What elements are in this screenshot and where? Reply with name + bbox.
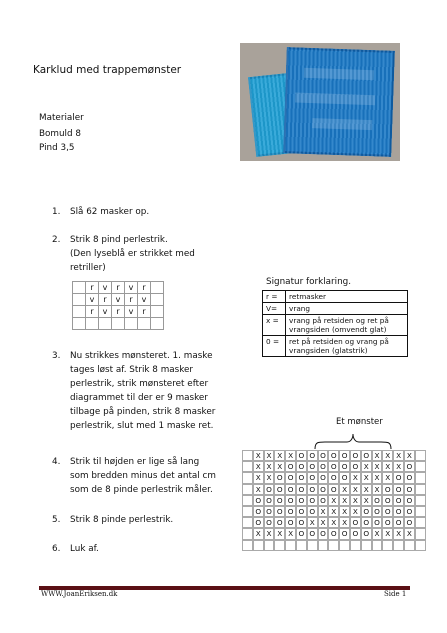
chart-grid-cell (242, 450, 253, 461)
chart-symbol: X (277, 462, 283, 472)
chart-grid-cell (307, 540, 318, 551)
chart-symbol: X (331, 518, 337, 528)
chart-symbol: O (320, 462, 326, 472)
step-line: Nu strikkes mønsteret. 1. maske (70, 351, 213, 361)
step-2: 2. Strik 8 pind perlestrik. (Den lyseblå er strikket med retriller) (52, 235, 195, 273)
chart-symbol: O (276, 507, 283, 516)
chart-grid-cell (415, 540, 426, 551)
chart-symbol: X (320, 507, 326, 516)
blue-dishcloth (283, 47, 395, 157)
chart-symbol: O (287, 507, 294, 516)
materials-needles: Pind 3,5 (39, 143, 75, 153)
chart-grid-cell (393, 540, 404, 551)
chart-grid-cell (415, 506, 426, 517)
chart-symbol: O (309, 462, 316, 472)
chart-grid-cell (264, 540, 275, 551)
chart-symbol: O (276, 518, 283, 528)
chart-symbol: O (395, 507, 402, 516)
chart-symbol: X (396, 462, 402, 472)
chart-symbol: X (342, 507, 348, 516)
chart-symbol: X (255, 529, 261, 539)
chart-symbol: O (384, 518, 391, 528)
chart-grid-cell (415, 450, 426, 461)
step-1: 1. Slå 62 masker op. (52, 207, 150, 217)
perlestrik-cell (151, 282, 164, 294)
chart-symbol: O (384, 484, 391, 494)
chart-symbol: O (352, 451, 359, 460)
chart-symbol: X (266, 462, 272, 472)
step-5: 5. Strik 8 pinde perlestrik. (52, 515, 174, 525)
step-line: som de 8 pinde perlestrik måler. (70, 485, 213, 495)
chart-symbol: X (288, 529, 294, 539)
chart-symbol: O (255, 507, 262, 516)
chart-grid-cell (285, 540, 296, 551)
chart-symbol: O (352, 462, 359, 472)
chart-symbol: O (309, 484, 316, 494)
chart-grid-cell (242, 472, 253, 483)
chart-symbol: X (396, 529, 402, 539)
chart-grid-cell (242, 528, 253, 539)
chart-symbol: O (266, 484, 272, 494)
pattern-chart (242, 450, 413, 544)
chart-symbol: O (298, 495, 305, 505)
chart-grid-cell (242, 540, 253, 551)
chart-grid-cell (372, 540, 383, 551)
chart-symbol: O (320, 473, 326, 483)
perlestrik-cell (73, 294, 86, 306)
chart-symbol: X (385, 529, 391, 539)
chart-grid-cell (242, 461, 253, 472)
chart-symbol: O (276, 473, 283, 483)
perlestrik-cell: r (86, 306, 99, 318)
chart-symbol: O (341, 529, 348, 539)
chart-symbol: X (255, 451, 261, 460)
chart-symbol: O (406, 473, 413, 483)
chart-symbol: X (363, 473, 369, 483)
legend-description: ret på retsiden og vrang på vrangsiden (glatstrik) (286, 336, 408, 357)
chart-symbol: X (363, 495, 369, 505)
perlestrik-cell: r (112, 306, 125, 318)
chart-symbol: O (298, 473, 305, 483)
perlestrik-cell: v (99, 282, 112, 294)
chart-symbol: O (287, 473, 294, 483)
chart-symbol: O (384, 495, 391, 505)
perlestrik-cell (73, 318, 86, 330)
chart-symbol: X (363, 484, 369, 494)
legend-description: vrang (286, 303, 408, 315)
chart-symbol: X (309, 518, 315, 528)
chart-symbol: O (266, 495, 272, 505)
chart-symbol: O (298, 518, 305, 528)
chart-symbol: X (385, 462, 391, 472)
chart-symbol: X (288, 451, 294, 460)
chart-symbol: X (331, 507, 337, 516)
chart-symbol: O (363, 529, 370, 539)
chart-symbol: O (384, 507, 391, 516)
chart-symbol: O (298, 462, 305, 472)
chart-symbol: O (395, 495, 402, 505)
chart-symbol: O (330, 529, 337, 539)
chart-symbol: X (363, 462, 369, 472)
chart-symbol: O (309, 529, 316, 539)
chart-symbol: X (266, 473, 272, 483)
perlestrik-cell: r (86, 282, 99, 294)
chart-grid-cell (242, 484, 253, 495)
chart-grid-cell (328, 540, 339, 551)
perlestrik-cell: r (138, 306, 151, 318)
perlestrik-cell: r (112, 282, 125, 294)
chart-symbol: O (395, 484, 402, 494)
legend-description: retmasker (286, 291, 408, 303)
perlestrik-cell (73, 306, 86, 318)
perlestrik-row (73, 282, 164, 294)
chart-symbol: O (266, 518, 272, 528)
chart-symbol: X (406, 451, 412, 460)
chart-symbol: X (255, 462, 261, 472)
chart-symbol: O (374, 518, 380, 528)
chart-symbol: O (406, 462, 413, 472)
chart-grid-cell (253, 540, 264, 551)
chart-symbol: O (363, 507, 370, 516)
legend-row (263, 291, 408, 303)
chart-symbol: O (352, 518, 359, 528)
chart-symbol: X (320, 518, 326, 528)
pattern-repeat-bracket (313, 433, 393, 450)
step-line: som bredden minus det antal cm (70, 471, 216, 481)
chart-symbol: O (330, 462, 337, 472)
chart-symbol: O (406, 518, 413, 528)
perlestrik-cell (73, 282, 86, 294)
chart-symbol: X (352, 495, 358, 505)
chart-symbol: O (276, 484, 283, 494)
perlestrik-cell: v (112, 294, 125, 306)
chart-grid-cell (415, 517, 426, 528)
perlestrik-cell (112, 318, 125, 330)
chart-symbol: X (352, 473, 358, 483)
perlestrik-cell (151, 318, 164, 330)
chart-symbol: X (396, 451, 402, 460)
chart-grid-cell (415, 495, 426, 506)
chart-grid-cell (242, 506, 253, 517)
perlestrik-cell (138, 318, 151, 330)
chart-symbol: O (330, 451, 337, 460)
chart-symbol: O (395, 473, 402, 483)
chart-symbol: O (406, 484, 413, 494)
chart-grid-cell (382, 540, 393, 551)
chart-symbol: O (255, 518, 262, 528)
chart-symbol: X (374, 462, 380, 472)
materials-heading: Materialer (39, 113, 84, 123)
chart-symbol: O (266, 507, 272, 516)
perlestrik-cell: v (138, 294, 151, 306)
chart-symbol: O (352, 529, 359, 539)
footer-page-number: Side 1 (384, 590, 407, 598)
chart-symbol: O (287, 484, 294, 494)
perlestrik-cell: r (125, 294, 138, 306)
chart-symbol: X (352, 484, 358, 494)
chart-symbol: X (266, 451, 272, 460)
perlestrik-cell: v (125, 306, 138, 318)
legend-description: vrang på retsiden og ret på vrangsiden (omvendt glat) (286, 315, 408, 336)
step-line: tages løst af. Strik 8 masker (70, 365, 194, 375)
perlestrik-cell (99, 318, 112, 330)
legend-table (262, 290, 408, 357)
chart-symbol: X (255, 473, 261, 483)
chart-symbol: O (406, 495, 413, 505)
chart-symbol: O (320, 484, 326, 494)
chart-grid-cell (242, 517, 253, 528)
perlestrik-cell: r (99, 294, 112, 306)
chart-symbol: O (298, 484, 305, 494)
chart-symbol: O (330, 473, 337, 483)
chart-symbol: O (309, 495, 316, 505)
chart-symbol: O (309, 473, 316, 483)
chart-symbol: X (266, 529, 272, 539)
pattern-repeat-label: Et mønster (336, 417, 383, 427)
chart-symbol: X (255, 484, 261, 494)
chart-symbol: X (277, 451, 283, 460)
legend-symbol: 0 = (263, 336, 286, 357)
chart-symbol: O (298, 507, 305, 516)
chart-symbol: X (352, 507, 358, 516)
chart-symbol: X (374, 473, 380, 483)
perlestrik-cell (86, 318, 99, 330)
chart-symbol: O (298, 529, 305, 539)
chart-symbol: O (341, 462, 348, 472)
step-4: 4. Strik til højden er lige så lang som bredden minus det antal cm som de 8 pinde perlestrik måler. (52, 457, 216, 495)
perlestrik-cell: r (138, 282, 151, 294)
step-line: Strik til højden er lige så lang (70, 457, 200, 467)
chart-grid-cell (415, 461, 426, 472)
chart-symbol: O (374, 495, 380, 505)
dishcloth-photo (240, 43, 400, 161)
chart-grid-cell (296, 540, 307, 551)
step-3: 3. Nu strikkes mønsteret. 1. maske tages løst af. Strik 8 masker perlestrik, strik mønsteret efter diagrammet til der er 9 masker tilbage på pinden, strik 8 masker perlestrik, slut med 1 maske ret. (52, 351, 216, 431)
chart-symbol: O (320, 529, 326, 539)
footer-website: WWW.JoanEriksen.dk (41, 590, 118, 598)
chart-symbol: X (342, 495, 348, 505)
perlestrik-cell (151, 294, 164, 306)
perlestrik-cell: v (86, 294, 99, 306)
chart-symbol: O (255, 495, 262, 505)
chart-grid-cell (415, 528, 426, 539)
perlestrik-row (73, 294, 164, 306)
step-line: tilbage på pinden, strik 8 masker (70, 407, 216, 417)
chart-symbol: X (385, 451, 391, 460)
chart-symbol: O (363, 451, 370, 460)
legend-row (263, 315, 408, 336)
perlestrik-cell: v (99, 306, 112, 318)
perlestrik-cell (125, 318, 138, 330)
chart-symbol: O (320, 451, 326, 460)
legend-title: Signatur forklaring. (266, 277, 352, 287)
chart-grid-cell (339, 540, 350, 551)
chart-symbol: X (331, 495, 337, 505)
chart-grid-cell (350, 540, 361, 551)
perlestrik-grid (72, 281, 164, 330)
perlestrik-row (73, 318, 164, 330)
step-line: perlestrik, slut med 1 maske ret. (70, 421, 214, 431)
chart-symbol: O (287, 518, 294, 528)
chart-symbol: X (342, 518, 348, 528)
chart-grid-cell (318, 540, 329, 551)
chart-symbol: O (309, 507, 316, 516)
chart-symbol: O (341, 473, 348, 483)
chart-symbol: O (287, 495, 294, 505)
materials-yarn: Bomuld 8 (39, 129, 81, 139)
chart-symbol: O (320, 495, 326, 505)
chart-symbol: O (374, 507, 380, 516)
chart-symbol: X (374, 451, 380, 460)
chart-grid-cell (415, 472, 426, 483)
legend-row (263, 303, 408, 315)
chart-symbol: O (309, 451, 316, 460)
chart-grid-cell (415, 484, 426, 495)
perlestrik-row (73, 306, 164, 318)
chart-symbol: X (385, 473, 391, 483)
chart-symbol: O (363, 518, 370, 528)
chart-symbol: O (406, 507, 413, 516)
chart-symbol: O (298, 451, 305, 460)
legend-symbol: r = (263, 291, 286, 303)
step-line: perlestrik, strik mønsteret efter (70, 379, 209, 389)
chart-symbol: X (277, 529, 283, 539)
legend-symbol: x = (263, 315, 286, 336)
chart-symbol: X (342, 484, 348, 494)
legend-symbol: V= (263, 303, 286, 315)
legend-row (263, 336, 408, 357)
chart-symbol: X (374, 484, 380, 494)
chart-grid-cell (274, 540, 285, 551)
chart-grid-cell (361, 540, 372, 551)
chart-symbol: O (287, 462, 294, 472)
chart-symbol: O (330, 484, 337, 494)
perlestrik-cell: v (125, 282, 138, 294)
chart-symbol: O (395, 518, 402, 528)
step-line: diagrammet til der er 9 masker (70, 393, 208, 403)
chart-grid-cell (404, 540, 415, 551)
chart-symbol: O (341, 451, 348, 460)
chart-symbol: O (276, 495, 283, 505)
page-title: Karklud med trappemønster (33, 64, 182, 76)
chart-grid-cell (242, 495, 253, 506)
step-6: 6. Luk af. (52, 544, 99, 554)
perlestrik-cell (151, 306, 164, 318)
chart-symbol: X (374, 529, 380, 539)
chart-symbol: X (406, 529, 412, 539)
